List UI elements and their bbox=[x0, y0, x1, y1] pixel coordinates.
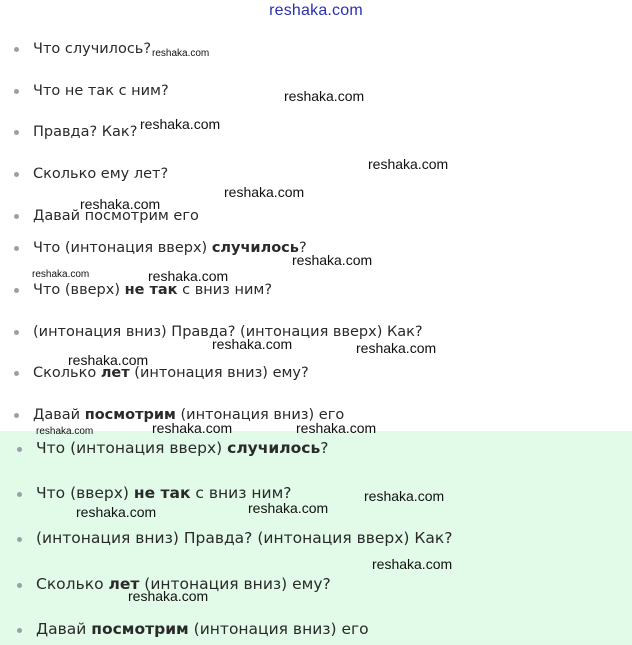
watermark: reshaka.com bbox=[80, 196, 161, 212]
list-item-text: Давай посмотрим (интонация вниз) его bbox=[33, 407, 345, 423]
bullet-icon bbox=[14, 371, 19, 376]
watermark: reshaka.com bbox=[284, 88, 365, 104]
list-item-text: Правда? Как? bbox=[33, 124, 138, 140]
stressed-word: случилось bbox=[211, 240, 299, 256]
bullet-icon bbox=[14, 288, 19, 293]
watermark: reshaka.com bbox=[76, 504, 157, 520]
bullet-icon bbox=[17, 628, 22, 633]
stressed-word: посмотрим bbox=[91, 620, 189, 638]
bullet-icon bbox=[14, 330, 19, 335]
watermark: reshaka.com bbox=[372, 556, 453, 572]
watermark: reshaka.com bbox=[248, 500, 329, 516]
watermark: reshaka.com bbox=[140, 116, 221, 132]
watermark: reshaka.com bbox=[296, 420, 377, 436]
stressed-word: случилось bbox=[227, 439, 321, 457]
site-logo[interactable]: reshaka.com bbox=[269, 2, 363, 19]
bullet-icon bbox=[17, 492, 22, 497]
stressed-word: не так bbox=[133, 484, 191, 502]
answer-item-text: (интонация вниз) Правда? (интонация вверх) Как? bbox=[36, 529, 453, 547]
watermark: reshaka.com bbox=[224, 184, 305, 200]
bullet-icon bbox=[17, 537, 22, 542]
answer-item-text: Сколько лет (интонация вниз) ему? bbox=[36, 575, 331, 593]
bullet-icon bbox=[14, 214, 19, 219]
watermark: reshaka.com bbox=[152, 420, 233, 436]
list-item-text: Сколько ему лет? bbox=[33, 166, 169, 182]
bullet-icon bbox=[14, 246, 19, 251]
list-item-text: (интонация вниз) Правда? (интонация вверх) Как? bbox=[33, 324, 423, 340]
watermark: reshaka.com bbox=[128, 588, 209, 604]
watermark: reshaka.com bbox=[292, 252, 373, 268]
answer-item-text: Давай посмотрим (интонация вниз) его bbox=[36, 620, 369, 638]
list-item-text: Что (интонация вверх) случилось? bbox=[33, 240, 307, 256]
bullet-icon bbox=[14, 130, 19, 135]
stressed-word: лет bbox=[108, 575, 140, 593]
list-item-text: Что случилось? bbox=[33, 41, 152, 57]
watermark: reshaka.com bbox=[32, 269, 90, 280]
watermark: reshaka.com bbox=[148, 268, 229, 284]
stressed-word: посмотрим bbox=[84, 407, 176, 423]
stressed-word: не так bbox=[124, 282, 178, 298]
answer-item-text: Что (интонация вверх) случилось? bbox=[36, 439, 329, 457]
bullet-icon bbox=[14, 89, 19, 94]
list-item-text: Сколько лет (интонация вниз) ему? bbox=[33, 365, 309, 381]
list-item-text: Что не так с ним? bbox=[33, 83, 169, 99]
stressed-word: лет bbox=[100, 365, 130, 381]
bullet-icon bbox=[14, 413, 19, 418]
watermark: reshaka.com bbox=[36, 426, 94, 437]
watermark: reshaka.com bbox=[212, 336, 293, 352]
bullet-icon bbox=[17, 447, 22, 452]
list-item-text: Давай посмотрим его bbox=[33, 208, 199, 224]
watermark: reshaka.com bbox=[356, 340, 437, 356]
watermark: reshaka.com bbox=[364, 488, 445, 504]
watermark: reshaka.com bbox=[68, 352, 149, 368]
watermark: reshaka.com bbox=[152, 48, 210, 59]
watermark: reshaka.com bbox=[368, 156, 449, 172]
bullet-icon bbox=[14, 47, 19, 52]
list-item-text: Что (вверх) не так с вниз ним? bbox=[33, 282, 273, 298]
bullet-icon bbox=[17, 583, 22, 588]
answer-item-text: Что (вверх) не так с вниз ним? bbox=[36, 484, 292, 502]
bullet-icon bbox=[14, 172, 19, 177]
